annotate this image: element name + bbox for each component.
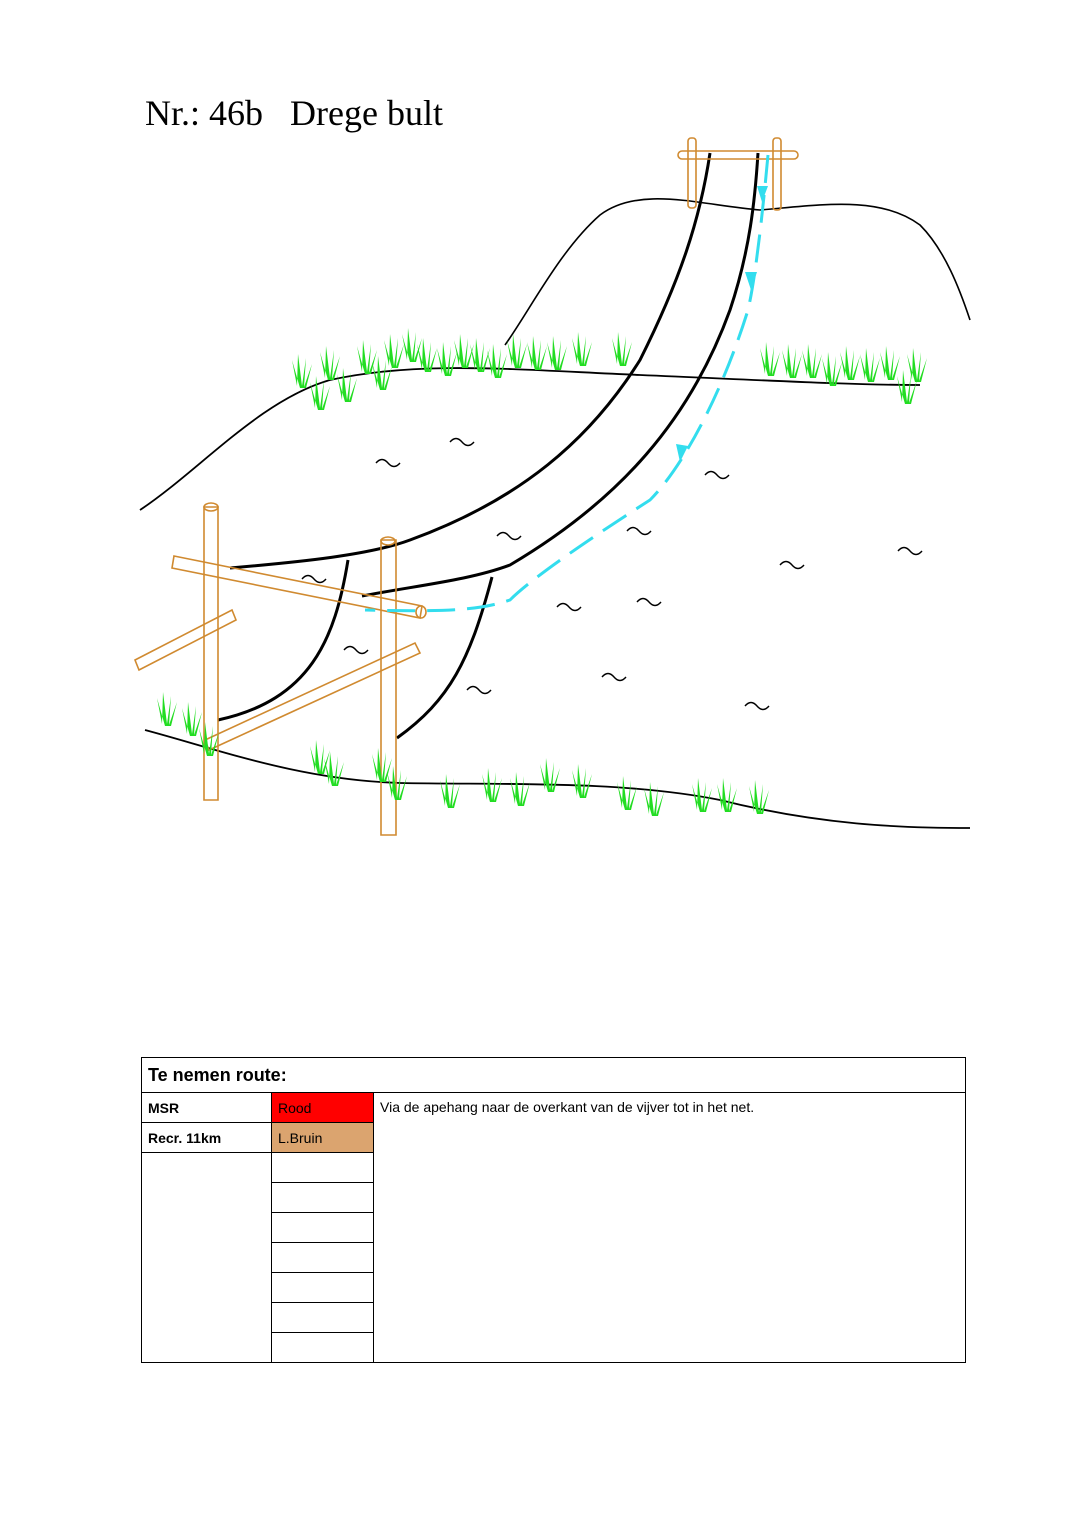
- route-color-rood: Rood: [272, 1093, 374, 1123]
- route-table-header: Te nemen route:: [142, 1058, 966, 1093]
- route-label-recr: Recr. 11km: [142, 1123, 272, 1153]
- page-title: Nr.: 46b Drege bult: [145, 93, 443, 133]
- route-table: [141, 1057, 966, 1363]
- route-label-msr: MSR: [142, 1093, 272, 1123]
- rope-right: [362, 153, 758, 596]
- empty-color-cell: [272, 1273, 374, 1303]
- route-arrow: [365, 155, 768, 611]
- rope-left: [230, 153, 710, 568]
- route-description: Via de apehang naar de overkant van de vijver tot in het net.: [374, 1093, 966, 1363]
- arrow-down-icon: [676, 186, 768, 462]
- empty-color-cell: [272, 1303, 374, 1333]
- empty-color-cell: [272, 1153, 374, 1183]
- rope-hang-left: [218, 560, 348, 720]
- empty-color-cell: [272, 1333, 374, 1363]
- empty-label-cell: [142, 1153, 272, 1363]
- tilde-water-icon: [302, 439, 922, 710]
- empty-color-cell: [272, 1243, 374, 1273]
- far-bank-line: [140, 368, 920, 510]
- top-frame: [678, 138, 798, 210]
- hill-outline: [505, 199, 970, 345]
- near-bank-line: [145, 730, 970, 828]
- bottom-frame: [135, 503, 426, 835]
- empty-color-cell: [272, 1183, 374, 1213]
- route-color-lbruin: L.Bruin: [272, 1123, 374, 1153]
- empty-color-cell: [272, 1213, 374, 1243]
